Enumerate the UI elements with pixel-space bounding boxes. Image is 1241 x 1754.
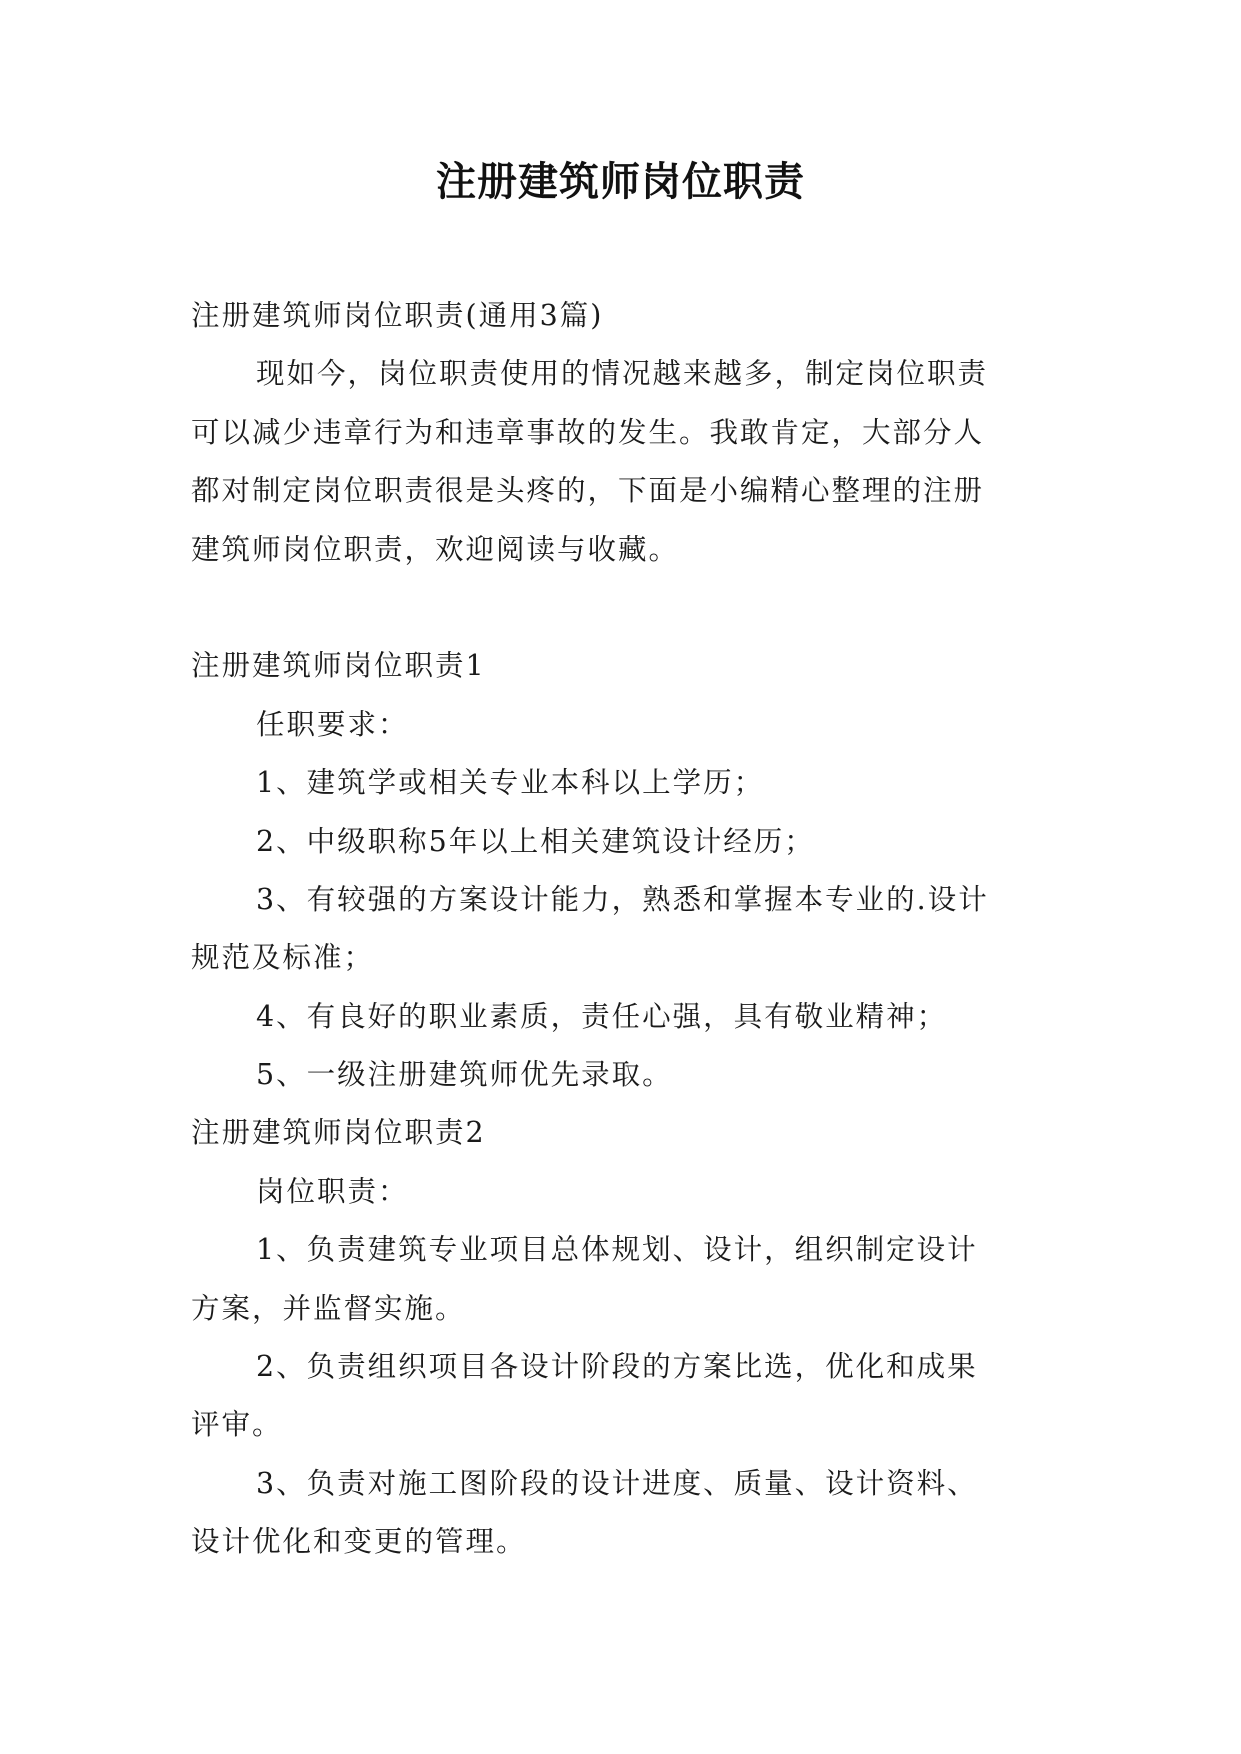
section-2-heading: 注册建筑师岗位职责2: [191, 1116, 486, 1150]
intro-line-1: 现如今，岗位职责使用的情况越来越多，制定岗位职责: [256, 357, 989, 391]
document-title: 注册建筑师岗位职责: [436, 159, 805, 205]
section-2-item-2-line-2: 评审。: [191, 1408, 283, 1442]
paragraph-gap: [191, 579, 1051, 637]
section-2-item-3-line-1: 3、负责对施工图阶段的设计进度、质量、设计资料、: [256, 1466, 978, 1500]
section-1-heading: 注册建筑师岗位职责1: [191, 649, 486, 683]
section-1-label: 任职要求：: [256, 707, 409, 741]
section-1-item-4: 4、有良好的职业素质，责任心强，具有敬业精神；: [256, 999, 948, 1033]
section-2-item-1-line-2: 方案，并监督实施。: [191, 1291, 466, 1325]
intro-line-3: 都对制定岗位职责很是头疼的，下面是小编精心整理的注册: [191, 474, 985, 508]
section-1-item-1: 1、建筑学或相关专业本科以上学历；: [256, 766, 765, 800]
intro-line-4: 建筑师岗位职责，欢迎阅读与收藏。: [191, 532, 680, 566]
document-subtitle: 注册建筑师岗位职责(通用3篇): [191, 299, 604, 332]
section-1-item-2: 2、中级职称5年以上相关建筑设计经历；: [256, 824, 815, 858]
document-body: [191, 287, 1051, 1572]
section-1-item-3-line-2: 规范及标准；: [191, 941, 375, 975]
section-2-item-3-line-2: 设计优化和变更的管理。: [191, 1525, 527, 1559]
section-2-item-2-line-1: 2、负责组织项目各设计阶段的方案比选，优化和成果: [256, 1350, 978, 1384]
section-2-item-1-line-1: 1、负责建筑专业项目总体规划、设计，组织制定设计: [256, 1233, 978, 1267]
intro-line-2: 可以减少违章行为和违章事故的发生。我敢肯定，大部分人: [191, 415, 985, 449]
section-1-item-3-line-1: 3、有较强的方案设计能力，熟悉和掌握本专业的.设计: [256, 882, 989, 916]
section-1-item-5: 5、一级注册建筑师优先录取。: [256, 1058, 673, 1092]
section-2-label: 岗位职责：: [256, 1174, 409, 1208]
